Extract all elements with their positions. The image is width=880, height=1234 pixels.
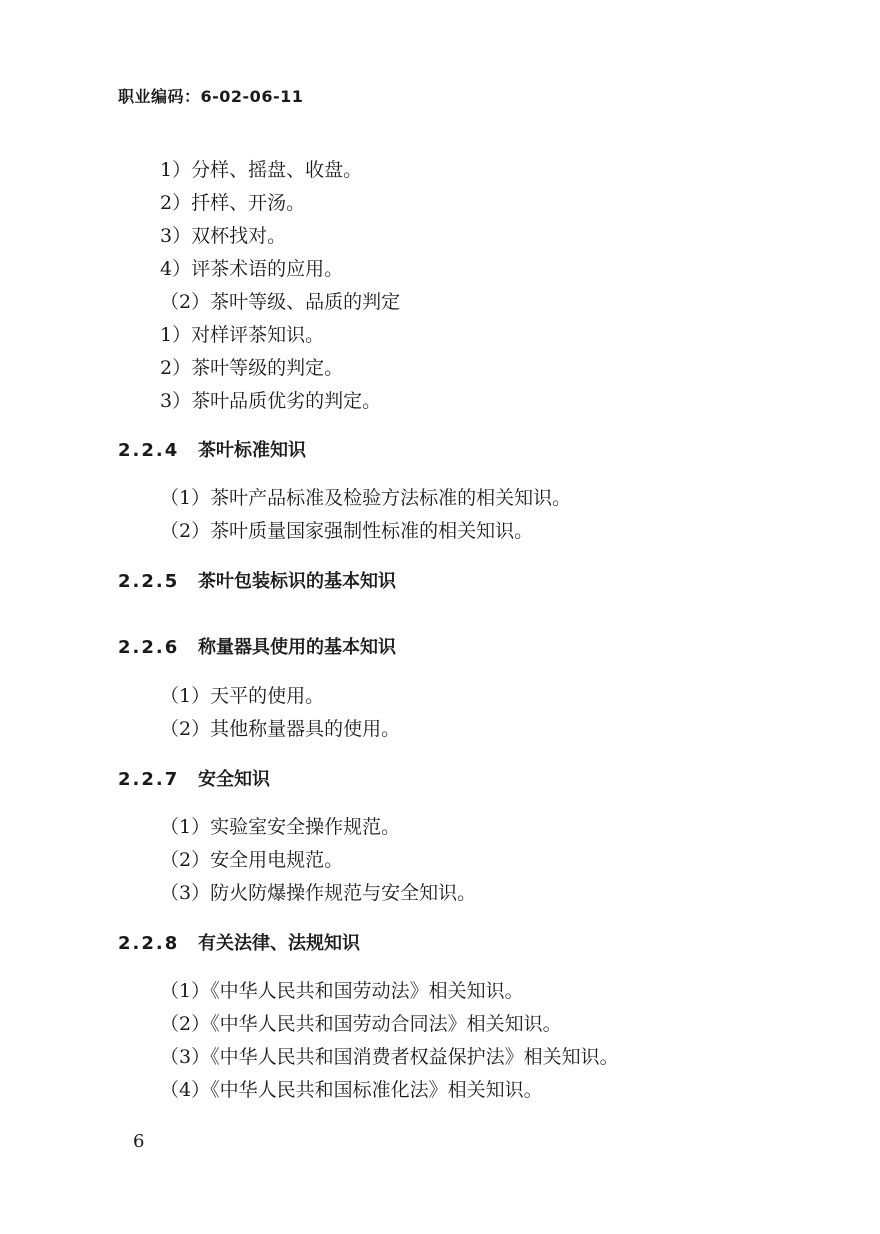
- list-item: （3）《中华人民共和国消费者权益保护法》相关知识。: [160, 1046, 619, 1068]
- list-item: 2）茶叶等级的判定。: [160, 357, 344, 379]
- section-title: 茶叶标准知识: [198, 440, 306, 461]
- list-item: （3）防火防爆操作规范与安全知识。: [160, 882, 477, 904]
- list-item: （2）茶叶等级、品质的判定: [160, 291, 401, 313]
- occupation-code-header: 职业编码：6-02-06-11: [118, 87, 304, 106]
- section-heading: [118, 636, 396, 660]
- list-item: 3）茶叶品质优劣的判定。: [160, 390, 382, 412]
- section-title: 称量器具使用的基本知识: [198, 637, 396, 658]
- list-item: 3）双杯找对。: [160, 225, 287, 247]
- section-number: 2.2.8: [118, 933, 180, 954]
- list-item: （2）《中华人民共和国劳动合同法》相关知识。: [160, 1013, 562, 1035]
- list-item: 2）扦样、开汤。: [160, 192, 306, 214]
- section-number: 2.2.6: [118, 637, 180, 658]
- list-item: （1）实验室安全操作规范。: [160, 816, 401, 838]
- list-item: （1）天平的使用。: [160, 685, 325, 707]
- list-item: 4）评茶术语的应用。: [160, 258, 344, 280]
- list-item: （1）《中华人民共和国劳动法》相关知识。: [160, 980, 524, 1002]
- section-number: 2.2.4: [118, 440, 180, 461]
- page-number: 6: [133, 1131, 145, 1152]
- list-item: （2）其他称量器具的使用。: [160, 718, 401, 740]
- section-heading: [118, 932, 360, 956]
- list-item: （1）茶叶产品标准及检验方法标准的相关知识。: [160, 487, 572, 509]
- section-title: 安全知识: [198, 769, 270, 790]
- list-item: 1）分样、摇盘、收盘。: [160, 159, 363, 181]
- list-item: （2）安全用电规范。: [160, 849, 344, 871]
- section-title: 有关法律、法规知识: [198, 933, 360, 954]
- section-number: 2.2.7: [118, 769, 180, 790]
- section-number: 2.2.5: [118, 571, 180, 592]
- list-item: （4）《中华人民共和国标准化法》相关知识。: [160, 1079, 543, 1101]
- section-heading: [118, 570, 396, 594]
- list-item: 1）对样评茶知识。: [160, 324, 325, 346]
- section-title: 茶叶包装标识的基本知识: [198, 571, 396, 592]
- section-heading: [118, 439, 306, 463]
- list-item: （2）茶叶质量国家强制性标准的相关知识。: [160, 520, 534, 542]
- section-heading: [118, 768, 270, 792]
